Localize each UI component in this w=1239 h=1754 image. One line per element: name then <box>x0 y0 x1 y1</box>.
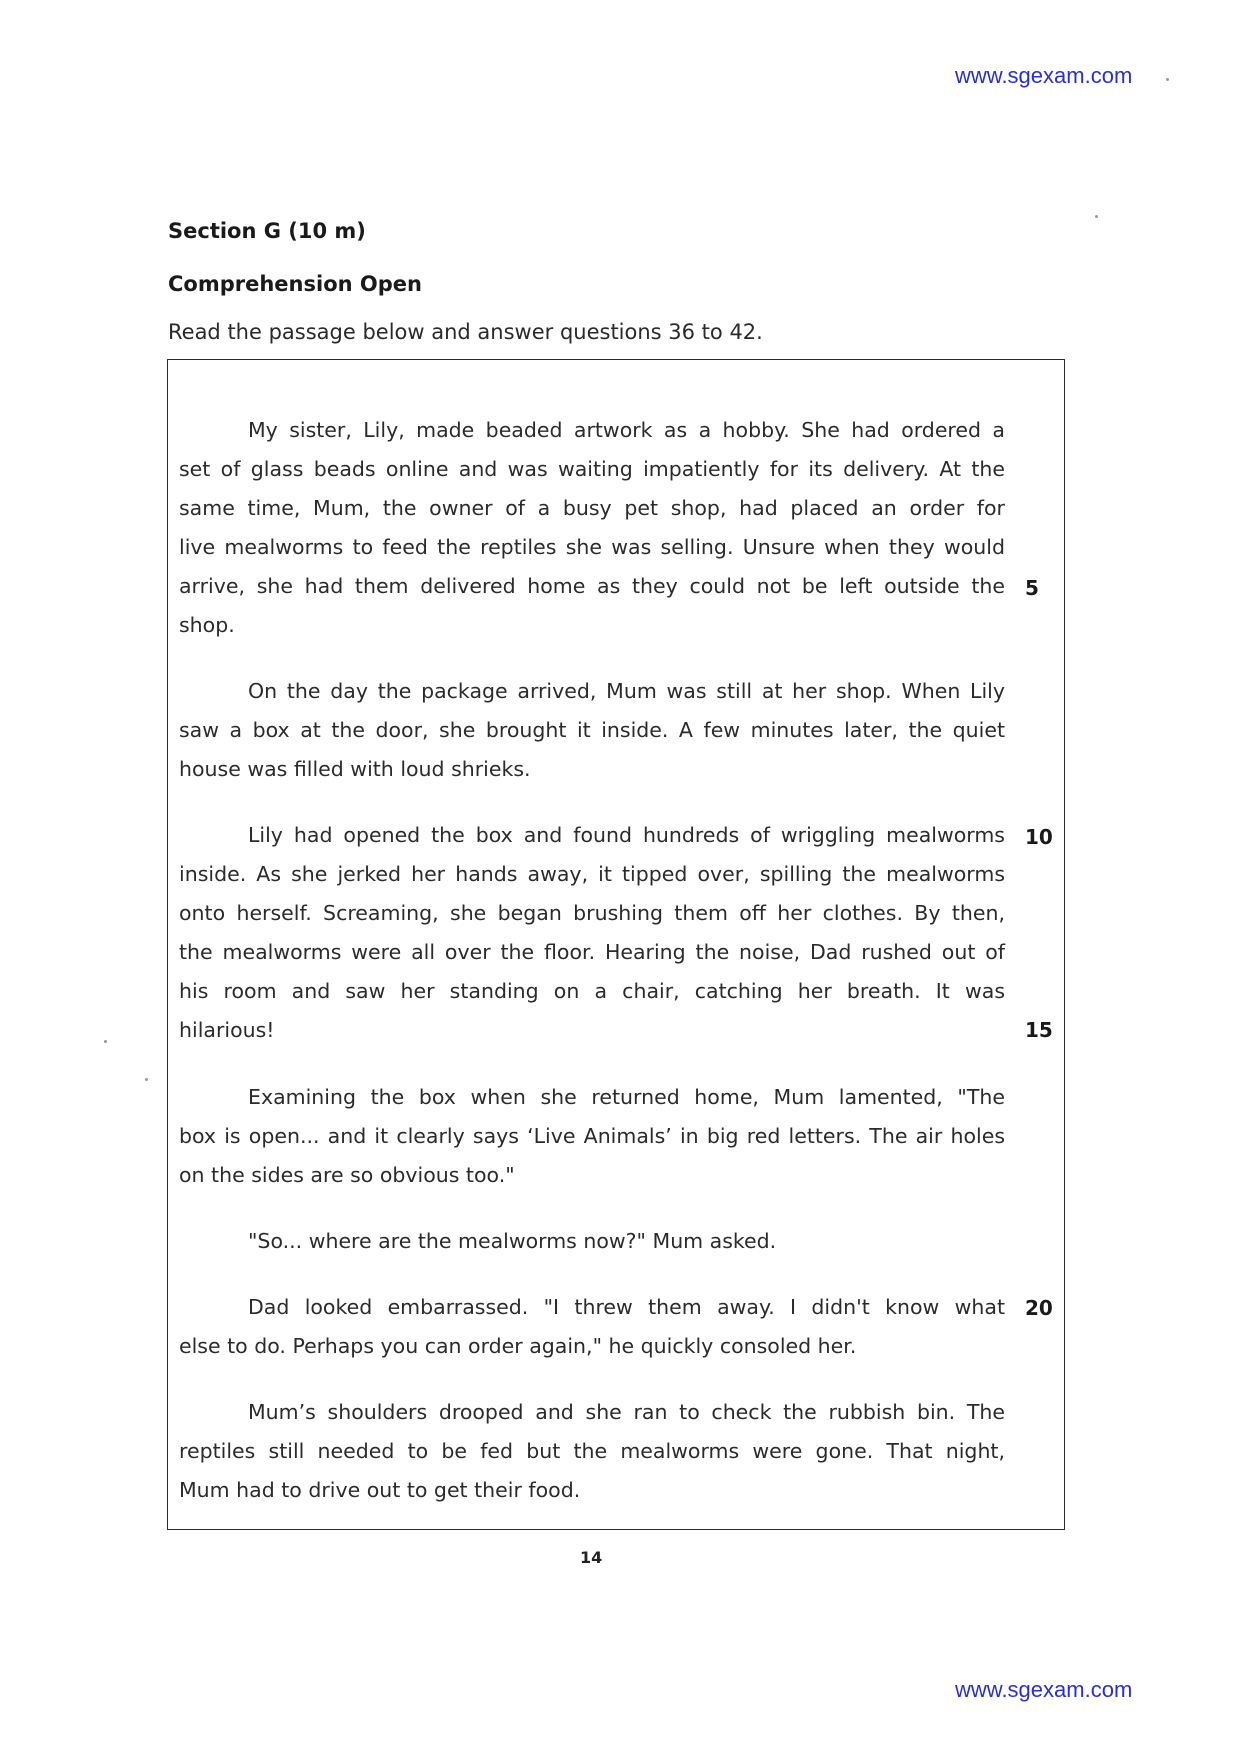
scan-speck <box>1095 215 1098 218</box>
line-number: 5 <box>1025 576 1039 600</box>
passage-line: Mum had to drive out to get their food. <box>179 1478 581 1502</box>
line-number: 20 <box>1025 1296 1053 1320</box>
passage-line: house was filled with loud shrieks. <box>179 757 531 781</box>
site-link-top[interactable]: www.sgexam.com <box>955 63 1133 88</box>
passage-line: set of glass beads online and was waiting impatiently for its delivery. At the <box>179 457 1005 481</box>
section-subtitle: Comprehension Open <box>168 272 422 296</box>
instruction-text: Read the passage below and answer questions 36 to 42. <box>168 320 763 344</box>
passage-line: live mealworms to feed the reptiles she was selling. Unsure when they would <box>179 535 1005 559</box>
passage-line: on the sides are so obvious too." <box>179 1163 515 1187</box>
passage-line: reptiles still needed to be fed but the mealworms were gone. That night, <box>179 1439 1005 1463</box>
passage-line: My sister, Lily, made beaded artwork as a hobby. She had ordered a <box>248 418 1005 442</box>
site-link-bottom[interactable]: www.sgexam.com <box>955 1677 1133 1702</box>
scan-speck <box>145 1078 148 1081</box>
passage-line: inside. As she jerked her hands away, it tipped over, spilling the mealworms <box>179 862 1005 886</box>
page-number: 14 <box>580 1548 603 1567</box>
passage-line: else to do. Perhaps you can order again," he quickly consoled her. <box>179 1334 857 1358</box>
section-title: Section G (10 m) <box>168 219 366 243</box>
passage-line: the mealworms were all over the floor. Hearing the noise, Dad rushed out of <box>179 940 1005 964</box>
passage-line: onto herself. Screaming, she began brushing them off her clothes. By then, <box>179 901 1005 925</box>
passage-line: same time, Mum, the owner of a busy pet shop, had placed an order for <box>179 496 1005 520</box>
passage-line: Dad looked embarrassed. "I threw them away. I didn't know what <box>248 1295 1005 1319</box>
passage-line: Examining the box when she returned home, Mum lamented, "The <box>248 1085 1005 1109</box>
scan-speck <box>104 1040 107 1043</box>
passage-line: hilarious! <box>179 1018 275 1042</box>
passage-line: Lily had opened the box and found hundreds of wriggling mealworms <box>248 823 1005 847</box>
passage-line: Mum’s shoulders drooped and she ran to check the rubbish bin. The <box>248 1400 1005 1424</box>
passage-line: his room and saw her standing on a chair, catching her breath. It was <box>179 979 1005 1003</box>
passage-line: box is open... and it clearly says ‘Live Animals’ in big red letters. The air holes <box>179 1124 1005 1148</box>
passage-line: "So... where are the mealworms now?" Mum asked. <box>248 1229 777 1253</box>
passage-line: On the day the package arrived, Mum was still at her shop. When Lily <box>248 679 1005 703</box>
passage-line: saw a box at the door, she brought it inside. A few minutes later, the quiet <box>179 718 1005 742</box>
line-number: 15 <box>1025 1018 1053 1042</box>
passage-line: shop. <box>179 613 235 637</box>
line-number: 10 <box>1025 825 1053 849</box>
passage-line: arrive, she had them delivered home as they could not be left outside the <box>179 574 1005 598</box>
scan-speck <box>1166 78 1169 81</box>
